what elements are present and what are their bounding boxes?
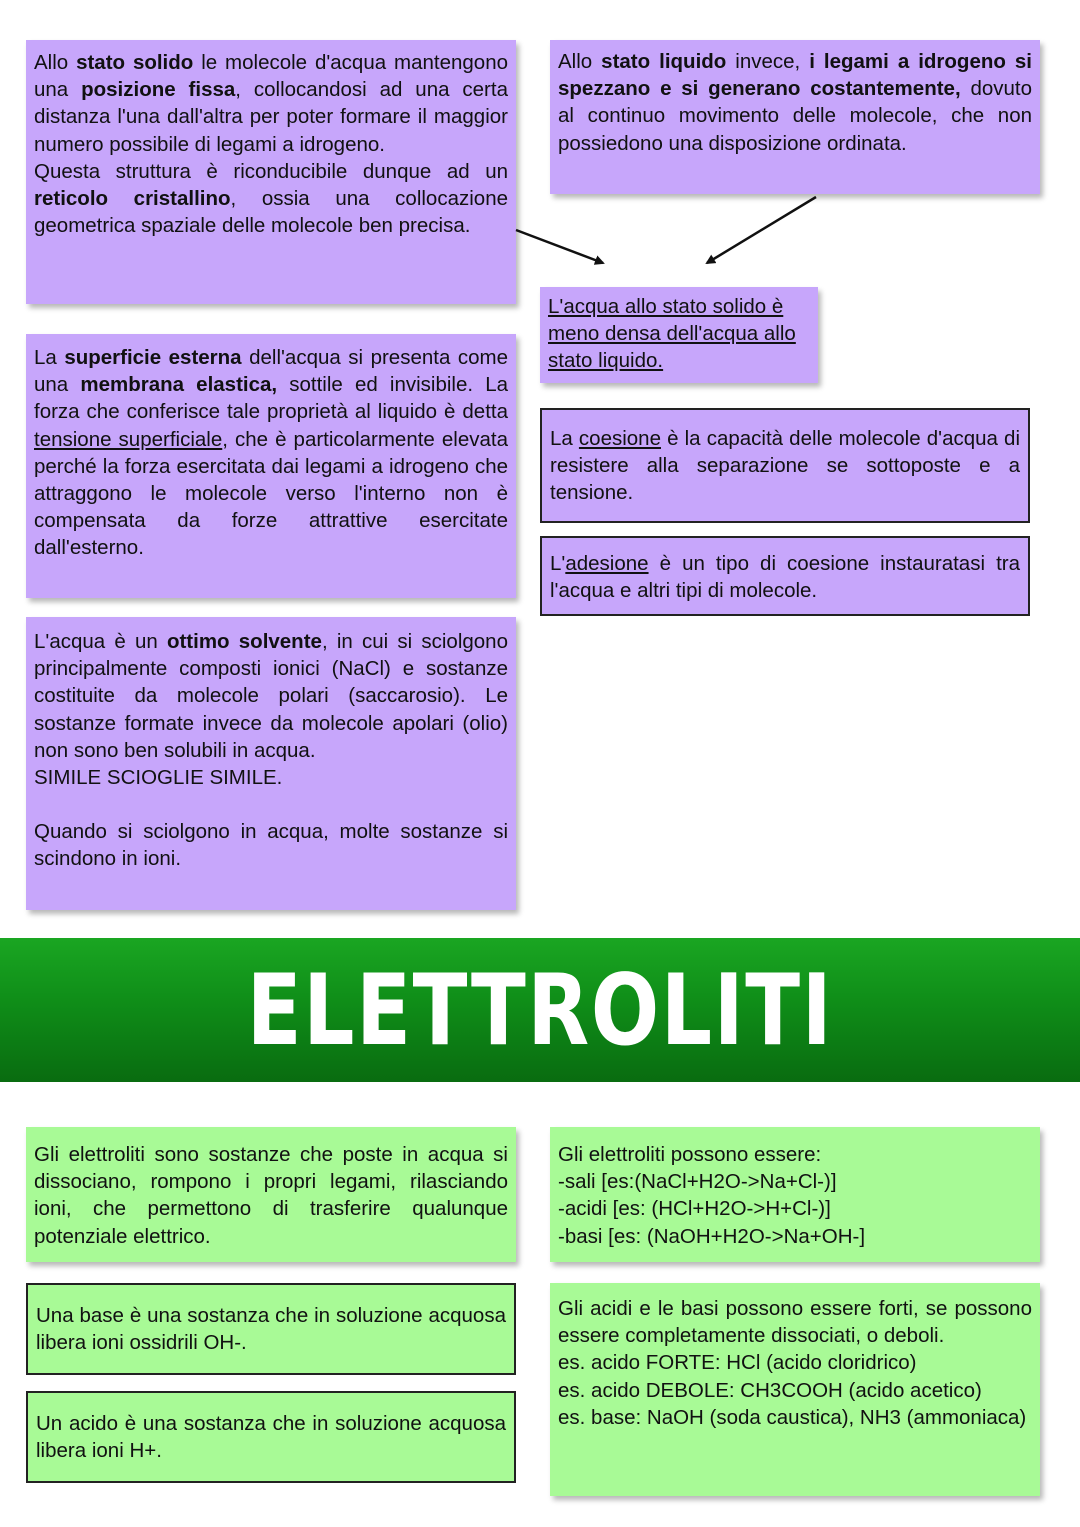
crystal-lattice-paragraph: Questa struttura è riconducibile dunque ad un reticolo cristallino, ossia una collocazione geometrica spaziale delle molecole ben precisa.: [34, 159, 508, 238]
cohesion-paragraph: La coesione è la capacità delle molecole d'acqua di resistere alla separazione se sottoposte e a tensione.: [550, 427, 1020, 505]
acid-definition: Un acido è una sostanza che in soluzione acquosa libera ioni H+.: [36, 1412, 506, 1463]
electrolyte-definition: Gli elettroliti sono sostanze che poste in acqua si dissociano, rompono i propri legami, rilasciando ioni, che permettono di trasferire qualunque potenziale elettrico.: [34, 1143, 508, 1248]
arrow-from-liquid-icon: [707, 197, 816, 263]
liquid-state-paragraph: Allo stato liquido invece, i legami a idrogeno si spezzano e si generano costantemente, dovuto al continuo movimento delle molecole, che non possiedono una disposizione ordinata.: [558, 50, 1032, 155]
solid-state-paragraph: Allo stato solido le molecole d'acqua mantengono una posizione fissa, collocandosi ad una certa distanza l'una dall'altra per poter formare il maggior numero possibile di legami a idrogeno.: [34, 51, 508, 156]
types-salts: -sali [es:(NaCl+H2O->Na+Cl-)]: [558, 1170, 837, 1194]
acid-definition-box: [26, 1391, 516, 1483]
similar-dissolves-similar: SIMILE SCIOGLIE SIMILE.: [34, 766, 283, 790]
arrows-to-density: [0, 0, 1080, 300]
types-intro: Gli elettroliti possono essere:: [558, 1143, 822, 1166]
surface-tension-box: [26, 334, 516, 598]
strength-intro: Gli acidi e le basi possono essere forti, se possono essere completamente dissociati, o deboli.: [558, 1297, 1032, 1348]
base-definition: Una base è una sostanza che in soluzione acquosa libera ioni ossidrili OH-.: [36, 1304, 506, 1355]
acid-base-strength-box: [550, 1283, 1040, 1496]
adhesion-paragraph: L'adesione è un tipo di coesione instauratasi tra l'acqua e altri tipi di molecole.: [550, 552, 1020, 603]
electrolyte-types-box: [550, 1127, 1040, 1262]
arrow-from-solid-icon: [516, 230, 603, 263]
strength-example-weak: es. acido DEBOLE: CH3COOH (acido acetico): [558, 1378, 982, 1402]
base-definition-box: [26, 1283, 516, 1375]
cohesion-box: [540, 408, 1030, 523]
types-acids: -acidi [es: (HCl+H2O->H+Cl-)]: [558, 1197, 831, 1221]
electrolyte-definition-box: [26, 1127, 516, 1262]
types-bases: -basi [es: (NaOH+H2O->Na+OH-]: [558, 1224, 866, 1248]
ions-paragraph: Quando si sciolgono in acqua, molte sostanze si scindono in ioni.: [34, 820, 508, 871]
surface-tension-paragraph: La superficie esterna dell'acqua si presenta come una membrana elastica, sottile ed invisibile. La forza che conferisce tale proprietà al liquido è detta tensione superficiale, che è particolarmente elevata perché la forza esercitata dai legami a idrogeno che attraggono le molecole verso l'interno non è compensata da forze attrattive esercitate dall'esterno.: [34, 346, 509, 560]
adhesion-box: [540, 536, 1030, 616]
density-box: [540, 287, 818, 383]
banner-title: ELETTROLITI: [246, 954, 834, 1068]
section-banner: [0, 938, 1080, 1082]
density-text: L'acqua allo stato solido è meno densa dell'acqua allo stato liquido.: [548, 295, 796, 373]
solvent-paragraph: L'acqua è un ottimo solvente, in cui si sciolgono principalmente composti ionici (NaCl) e sostanze costituite da molecole polari (saccarosio). Le sostanze formate invece da molecole apolari (olio) non sono ben solubili in acqua.: [34, 630, 508, 762]
solvent-box: [26, 617, 516, 910]
strength-example-base: es. base: NaOH (soda caustica), NH3 (ammoniaca): [558, 1405, 1027, 1429]
strength-example-strong: es. acido FORTE: HCl (acido cloridrico): [558, 1351, 917, 1375]
